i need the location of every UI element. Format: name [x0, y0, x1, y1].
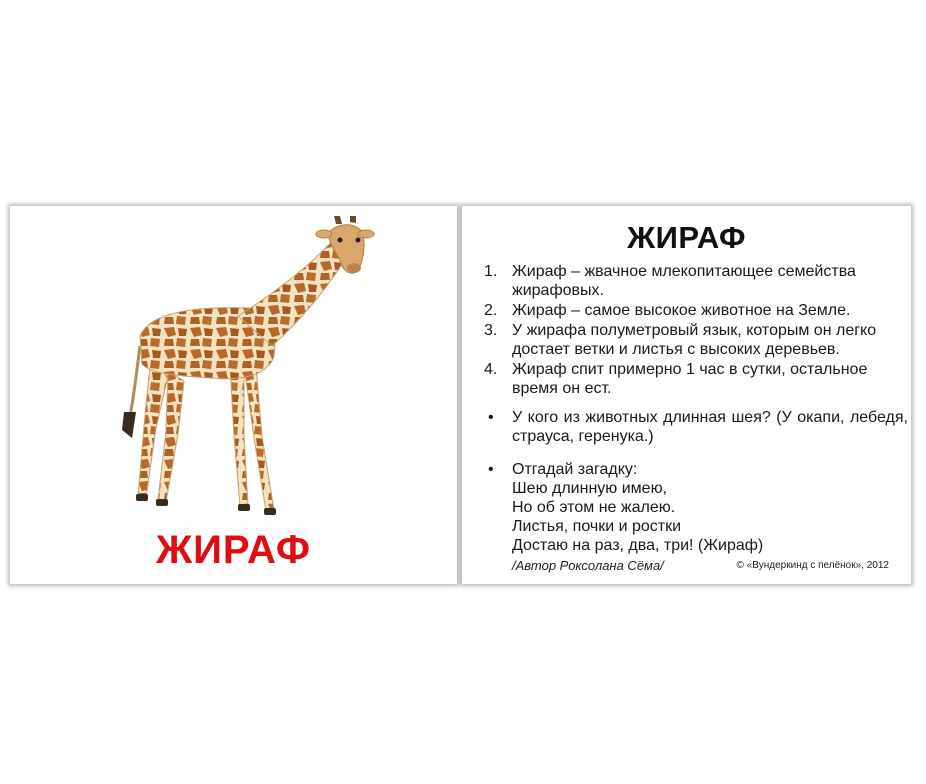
riddle-line: Листья, почки и ростки [512, 518, 682, 535]
animal-name-title: ЖИРАФ [155, 528, 312, 572]
riddle-line: Но об этом не жалею. [512, 499, 676, 516]
bullet-icon: • [488, 409, 494, 426]
list-item: 1. Жираф – жвачное млекопитающее семейства жирафовых. [484, 263, 856, 299]
question-text: У кого из животных длинная шея? (У окапи, лебедя, страуса, геренука.) [512, 409, 908, 445]
facts-list [484, 262, 886, 399]
riddle-intro: Отгадай загадку: [512, 461, 638, 478]
riddle-line: Шею длинную имею, [512, 480, 668, 497]
copyright-text: © «Вундеркинд с пелёнок», 2012 [736, 560, 889, 571]
bullet-icon: • [488, 461, 494, 478]
riddle-line: Достаю на раз, два, три! (Жираф) [512, 537, 764, 554]
picture-card [10, 206, 457, 584]
list-item: 4. Жираф спит примерно 1 час в сутки, остальное время он ест. [484, 361, 868, 397]
info-card [462, 206, 911, 584]
giraffe-image [110, 216, 380, 516]
riddle-item [484, 460, 886, 555]
info-title: ЖИРАФ [627, 220, 746, 255]
list-item: 3. У жирафа полуметровый язык, которым он легко достает ветки и листья с высоких деревьев. [484, 322, 877, 358]
riddle-author: /Автор Роксолана Сёма/ [512, 558, 664, 573]
question-item [484, 408, 908, 446]
list-item: 2. Жираф – самое высокое животное на Земле. [484, 302, 851, 319]
